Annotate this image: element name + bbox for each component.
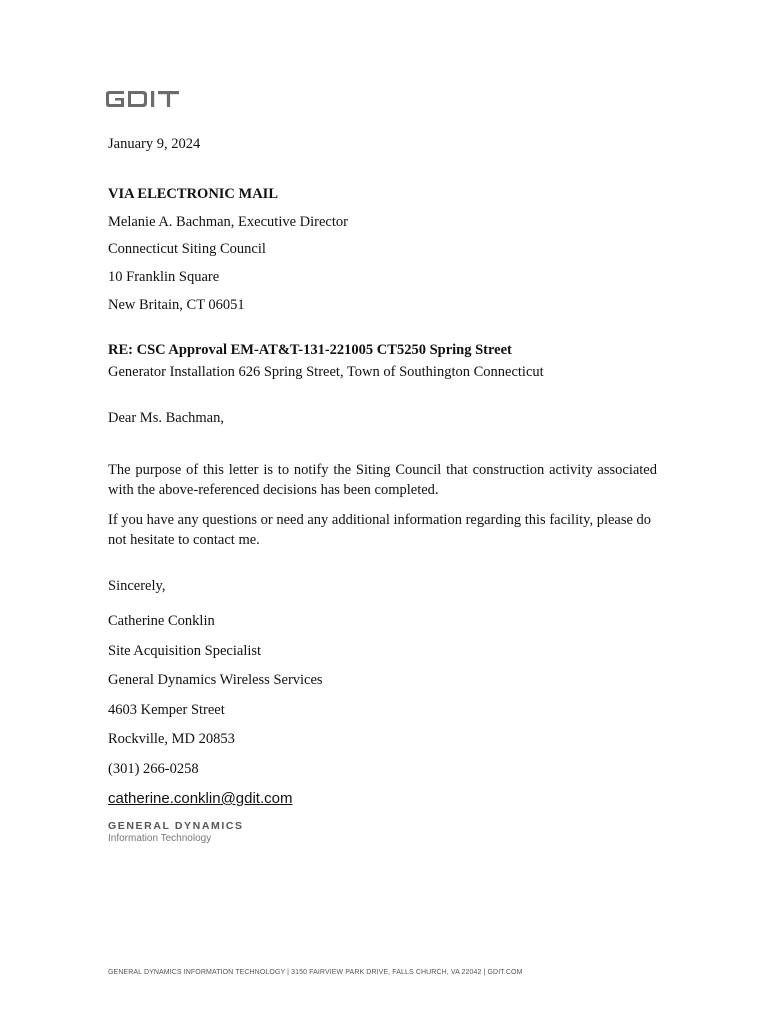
general-dynamics-logo (108, 821, 244, 844)
brand-subtitle: Information Technology (108, 833, 212, 844)
signature-street: 4603 Kemper Street (108, 702, 225, 718)
signature-city: Rockville, MD 20853 (108, 731, 235, 747)
recipient-street: 10 Franklin Square (108, 269, 220, 285)
closing: Sincerely, (108, 578, 166, 594)
body-paragraph-1: The purpose of this letter is to notify the Siting Council that construction activity associated with the above-referenced decisions has been completed. (108, 462, 657, 498)
recipient-name: Melanie A. Bachman, Executive Director (108, 214, 348, 230)
gdit-logo (104, 90, 192, 108)
signature-title: Site Acquisition Specialist (108, 643, 262, 659)
recipient-city: New Britain, CT 06051 (108, 297, 245, 313)
signature-name: Catherine Conklin (108, 613, 215, 629)
letter-date: January 9, 2024 (108, 136, 201, 152)
page-footer: GENERAL DYNAMICS INFORMATION TECHNOLOGY | 3150 FAIRVIEW PARK DRIVE, FALLS CHURCH, VA 22042 | GDIT.COM (108, 969, 523, 976)
body-paragraph-2: If you have any questions or need any additional information regarding this facility, please do not hesitate to contact me. (108, 512, 652, 548)
signature-phone: (301) 266-0258 (108, 761, 199, 777)
brand-name: GENERAL DYNAMICS (108, 820, 244, 832)
recipient-organization: Connecticut Siting Council (108, 241, 266, 257)
re-line: RE: CSC Approval EM-AT&T-131-221005 CT5250 Spring Street (108, 342, 512, 358)
salutation: Dear Ms. Bachman, (108, 410, 224, 426)
gdit-logo-icon (104, 90, 192, 108)
signature-company: General Dynamics Wireless Services (108, 672, 323, 688)
re-subline: Generator Installation 626 Spring Street, Town of Southington Connecticut (108, 364, 544, 380)
delivery-method: VIA ELECTRONIC MAIL (108, 186, 278, 202)
email-link[interactable]: catherine.conklin@gdit.com (108, 790, 293, 807)
